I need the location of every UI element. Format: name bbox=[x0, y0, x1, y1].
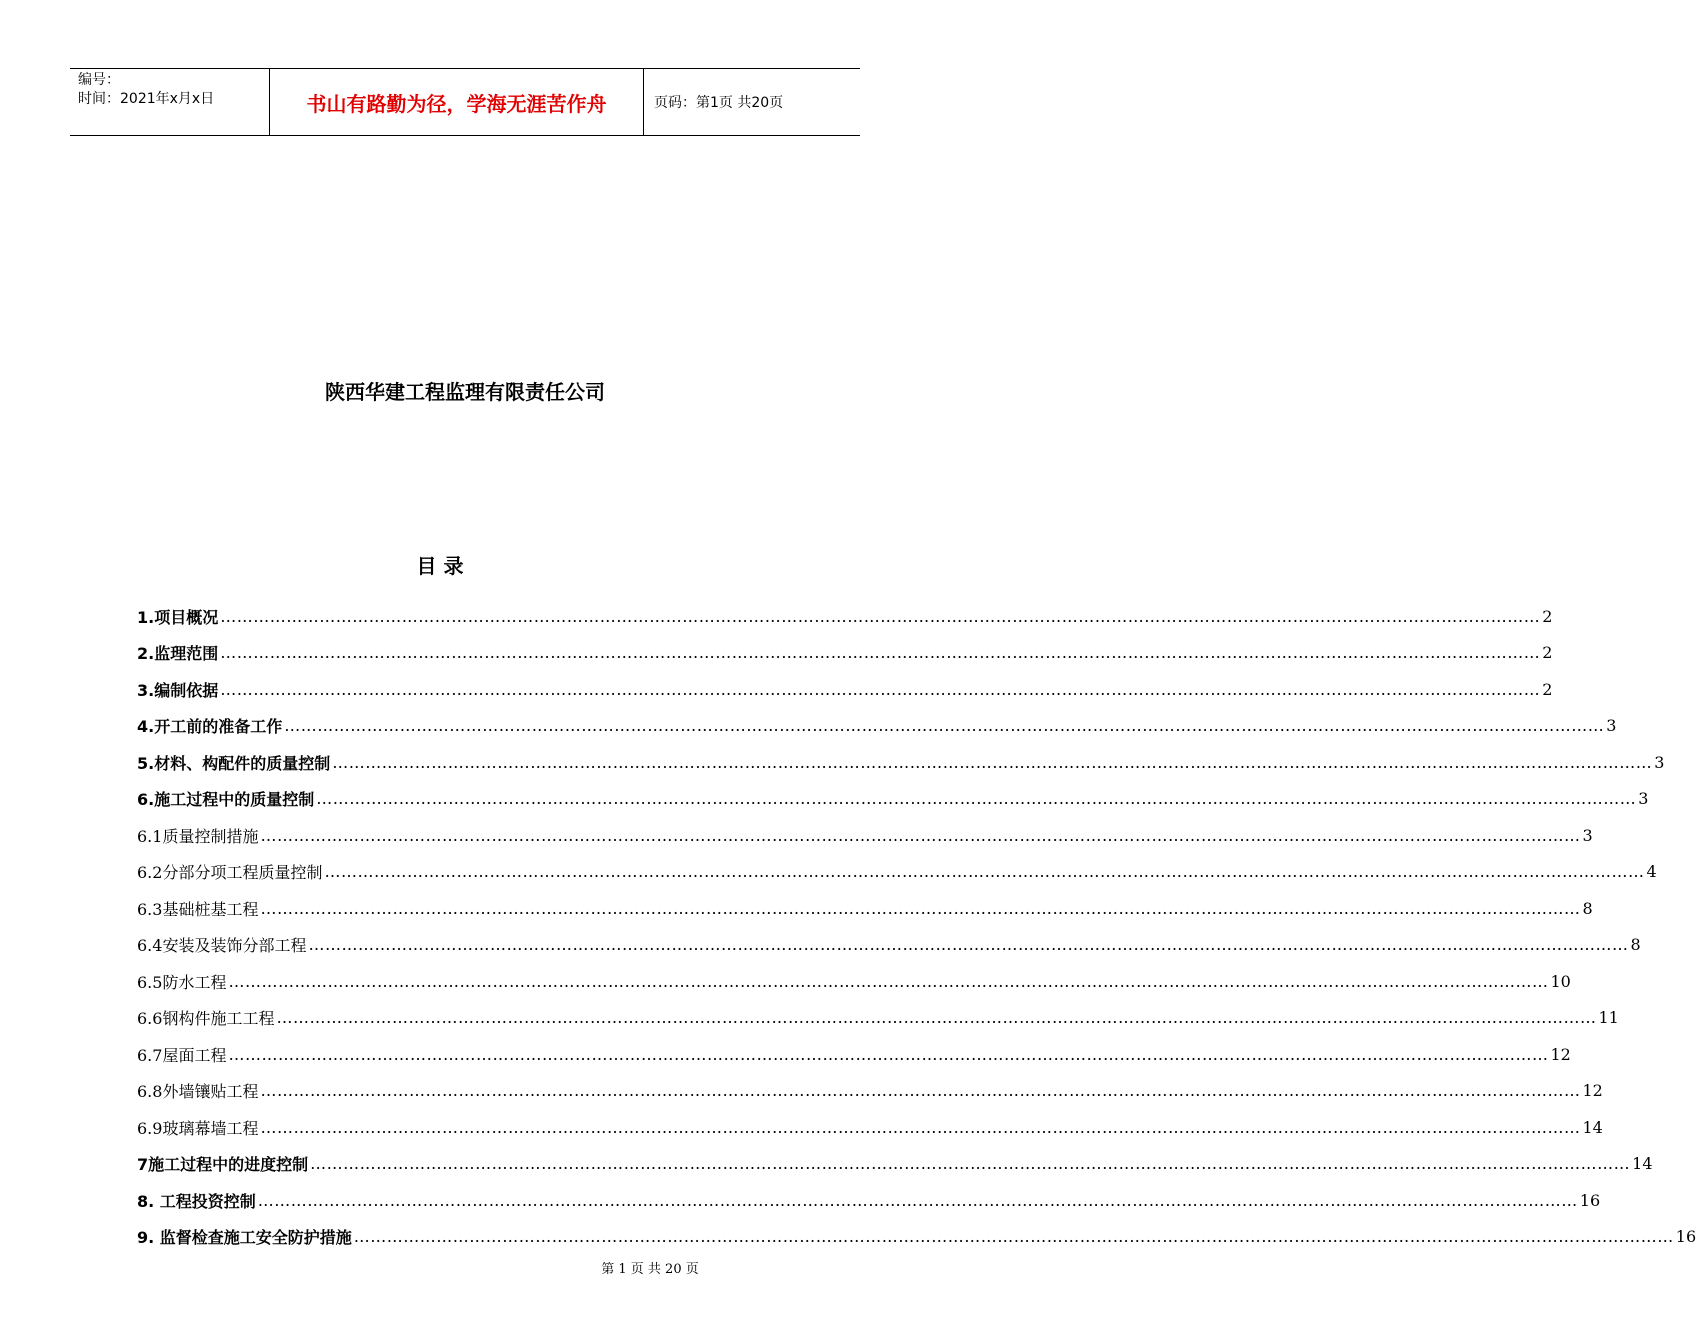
toc-dot-leader: …………………………………………………………………………………………………………………………………………………………………………………………………………………… bbox=[257, 1190, 1578, 1210]
toc-entry[interactable] bbox=[137, 744, 1665, 781]
toc-dot-leader: …………………………………………………………………………………………………………………………………………………………………………………………………………………… bbox=[332, 752, 1653, 772]
toc-entry-page: 14 bbox=[1582, 1117, 1603, 1137]
toc-entry-label: 6.3基础桩基工程 bbox=[137, 899, 259, 919]
toc-entry-page: 11 bbox=[1598, 1008, 1619, 1028]
toc-entry[interactable] bbox=[137, 598, 1553, 635]
toc-entry-page: 3 bbox=[1606, 716, 1617, 736]
toc-dot-leader: …………………………………………………………………………………………………………………………………………………………………………………………………………………… bbox=[324, 862, 1645, 882]
toc-entry-label: 6.7屋面工程 bbox=[137, 1045, 227, 1065]
toc-dot-leader: …………………………………………………………………………………………………………………………………………………………………………………………………………………… bbox=[276, 1008, 1597, 1028]
document-time-label: 时间：2021年x月x日 bbox=[78, 91, 215, 107]
toc-entry-label: 6.9玻璃幕墙工程 bbox=[137, 1118, 259, 1138]
toc-entry-page: 8 bbox=[1630, 935, 1641, 955]
toc-entry-page: 14 bbox=[1632, 1154, 1653, 1174]
toc-entry-page: 4 bbox=[1646, 862, 1657, 882]
toc-dot-leader: …………………………………………………………………………………………………………………………………………………………………………………………………………………… bbox=[228, 971, 1549, 991]
toc-dot-leader: …………………………………………………………………………………………………………………………………………………………………………………………………………………… bbox=[220, 643, 1541, 663]
toc-entry-page: 3 bbox=[1638, 789, 1649, 809]
toc-entry-label: 6.施工过程中的质量控制 bbox=[137, 790, 315, 810]
toc-entry-page: 16 bbox=[1675, 1227, 1696, 1247]
header-motto: 书山有路勤为径，学海无涯苦作舟 bbox=[270, 69, 644, 135]
toc-entry[interactable] bbox=[137, 1073, 1603, 1110]
header-page-info: 页码：第1页 共20页 bbox=[654, 95, 784, 111]
toc-entry-label: 6.8外墙镶贴工程 bbox=[137, 1082, 259, 1102]
toc-entry-page: 16 bbox=[1579, 1190, 1601, 1210]
toc-entry-page: 10 bbox=[1550, 971, 1571, 991]
toc-entry-label: 4.开工前的准备工作 bbox=[137, 717, 283, 737]
toc-entry-label: 3.编制依据 bbox=[137, 680, 219, 700]
toc-entry-label: 7施工过程中的进度控制 bbox=[137, 1155, 309, 1175]
table-of-contents bbox=[137, 598, 1696, 1255]
toc-title: 目 录 bbox=[416, 554, 464, 578]
toc-entry[interactable] bbox=[137, 854, 1657, 891]
toc-entry[interactable] bbox=[137, 1000, 1619, 1037]
toc-dot-leader: …………………………………………………………………………………………………………………………………………………………………………………………………………………… bbox=[220, 679, 1541, 699]
toc-dot-leader: …………………………………………………………………………………………………………………………………………………………………………………………………………………… bbox=[260, 898, 1581, 918]
toc-entry-page: 8 bbox=[1582, 898, 1593, 918]
toc-entry[interactable] bbox=[137, 1182, 1601, 1219]
toc-entry-label: 6.2分部分项工程质量控制 bbox=[137, 863, 323, 883]
toc-dot-leader: …………………………………………………………………………………………………………………………………………………………………………………………………………………… bbox=[308, 935, 1629, 955]
toc-entry-label: 8. 工程投资控制 bbox=[137, 1191, 256, 1211]
toc-entry[interactable] bbox=[137, 963, 1571, 1000]
page-footer: 第 1 页 共 20 页 bbox=[601, 1262, 699, 1277]
toc-entry-page: 2 bbox=[1542, 679, 1553, 699]
toc-entry-label: 2.监理范围 bbox=[137, 644, 219, 664]
toc-entry-label: 6.4安装及装饰分部工程 bbox=[137, 936, 307, 956]
toc-dot-leader: …………………………………………………………………………………………………………………………………………………………………………………………………………………… bbox=[260, 1117, 1581, 1137]
toc-dot-leader: …………………………………………………………………………………………………………………………………………………………………………………………………………………… bbox=[310, 1154, 1631, 1174]
toc-entry-label: 6.6钢构件施工工程 bbox=[137, 1009, 275, 1029]
toc-entry[interactable] bbox=[137, 635, 1553, 672]
toc-entry-label: 6.1质量控制措施 bbox=[137, 826, 259, 846]
toc-entry[interactable] bbox=[137, 1219, 1696, 1256]
toc-entry-page: 12 bbox=[1582, 1081, 1603, 1101]
toc-entry[interactable] bbox=[137, 817, 1593, 854]
toc-dot-leader: …………………………………………………………………………………………………………………………………………………………………………………………………………………… bbox=[260, 825, 1581, 845]
toc-entry[interactable] bbox=[137, 890, 1593, 927]
toc-entry[interactable] bbox=[137, 927, 1641, 964]
toc-entry-label: 9. 监督检查施工安全防护措施 bbox=[137, 1228, 352, 1248]
toc-entry[interactable] bbox=[137, 708, 1617, 745]
toc-entry[interactable] bbox=[137, 1146, 1653, 1183]
toc-entry-page: 3 bbox=[1582, 825, 1593, 845]
toc-entry-page: 2 bbox=[1542, 643, 1553, 663]
toc-entry[interactable] bbox=[137, 781, 1649, 818]
header-meta bbox=[70, 69, 270, 135]
document-number-label: 编号： bbox=[78, 72, 120, 88]
toc-entry[interactable] bbox=[137, 1036, 1571, 1073]
toc-dot-leader: …………………………………………………………………………………………………………………………………………………………………………………………………………………… bbox=[260, 1081, 1581, 1101]
toc-entry-label: 6.5防水工程 bbox=[137, 972, 227, 992]
toc-dot-leader: …………………………………………………………………………………………………………………………………………………………………………………………………………………… bbox=[220, 606, 1541, 626]
toc-entry[interactable] bbox=[137, 1109, 1603, 1146]
toc-dot-leader: …………………………………………………………………………………………………………………………………………………………………………………………………………………… bbox=[316, 789, 1637, 809]
toc-entry-page: 2 bbox=[1542, 606, 1553, 626]
toc-entry-label: 5.材料、构配件的质量控制 bbox=[137, 753, 331, 773]
toc-dot-leader: …………………………………………………………………………………………………………………………………………………………………………………………………………………… bbox=[228, 1044, 1549, 1064]
toc-entry[interactable] bbox=[137, 671, 1553, 708]
company-name: 陕西华建工程监理有限责任公司 bbox=[325, 380, 605, 404]
toc-entry-page: 12 bbox=[1550, 1044, 1571, 1064]
toc-dot-leader: …………………………………………………………………………………………………………………………………………………………………………………………………………………… bbox=[284, 716, 1605, 736]
toc-entry-label: 1.项目概况 bbox=[137, 607, 219, 627]
toc-dot-leader: …………………………………………………………………………………………………………………………………………………………………………………………………………………… bbox=[353, 1227, 1674, 1247]
toc-entry-page: 3 bbox=[1654, 752, 1665, 772]
page-header bbox=[70, 68, 860, 136]
